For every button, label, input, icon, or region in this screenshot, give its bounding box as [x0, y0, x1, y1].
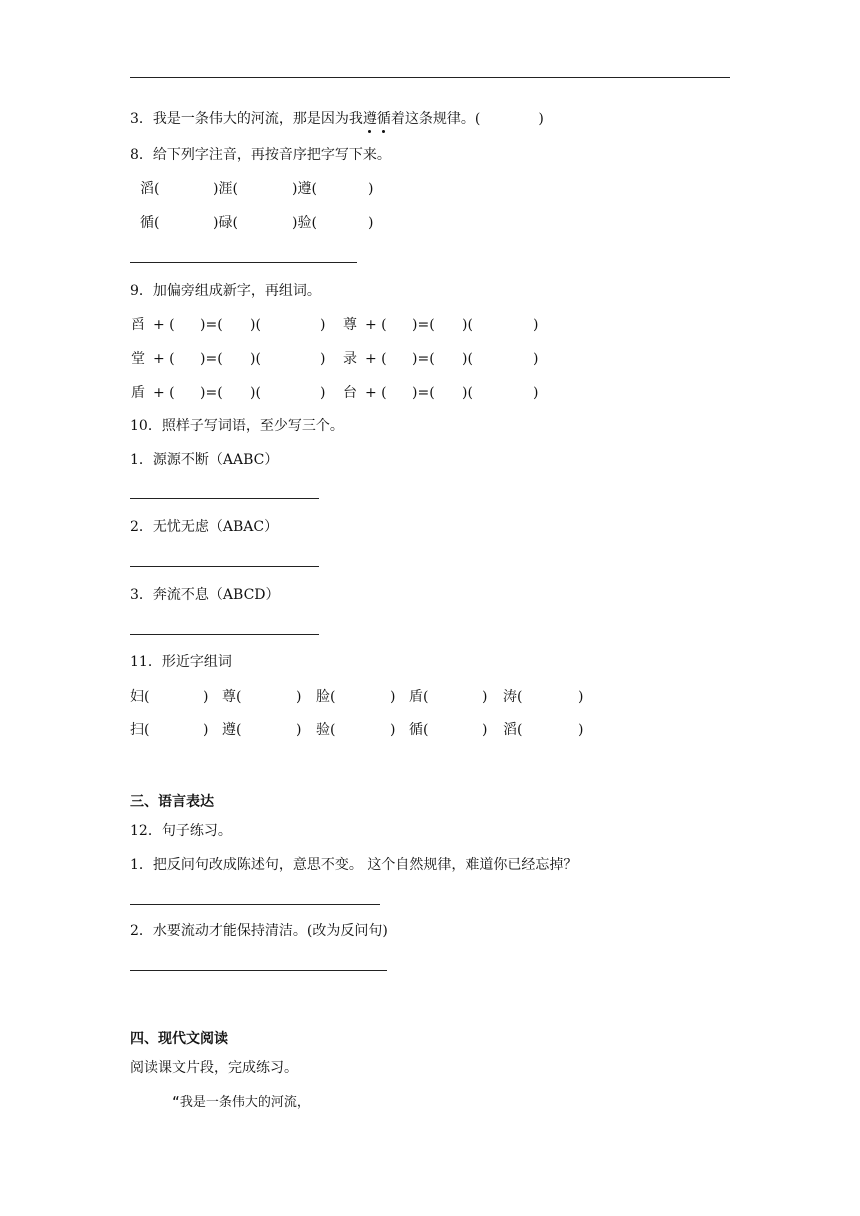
q9-equals: )=( — [200, 317, 223, 333]
q10-item-3: 3．奔流不息（ABCD） — [130, 587, 280, 603]
q10-answer-line-1[interactable] — [130, 498, 319, 499]
q8-char-ya: )涯( — [213, 181, 238, 197]
question-8-title: 8．给下列字注音，再按音序把字写下来。 — [130, 147, 391, 163]
q12-answer-line-2[interactable] — [130, 970, 387, 971]
reading-passage-quote: “我是一条伟大的河流， — [172, 1095, 310, 1110]
q9-plus: + ( — [153, 351, 175, 367]
q9-plus: + ( — [365, 385, 387, 401]
q9-close: ) — [533, 351, 539, 367]
q9-close: ) — [320, 385, 326, 401]
q8-char-yan: )验( — [292, 215, 317, 231]
q11-char: 扫( — [130, 722, 150, 738]
q9-equals: )=( — [412, 351, 435, 367]
section-3-heading: 三、语言表达 — [130, 794, 214, 810]
q3-text-after: 着这条规律。( — [390, 111, 481, 127]
q11-close: ) — [296, 689, 302, 705]
q11-char: 妇( — [130, 689, 150, 705]
q11-char: 滔( — [503, 722, 523, 738]
q8-char-tao: 滔( — [140, 181, 160, 197]
q9-paren: )( — [462, 351, 473, 367]
q11-close: ) — [203, 722, 209, 738]
q11-char: 盾( — [409, 689, 429, 705]
q9-close: ) — [320, 351, 326, 367]
q3-dotted-char-1: 遵 — [362, 111, 377, 127]
q11-close: ) — [203, 689, 209, 705]
q9-char: 尊 — [343, 317, 357, 333]
q11-char: 脸( — [316, 689, 336, 705]
q12-item-1: 1．把反问句改成陈述句，意思不变。 这个自然规律，难道你已经忘掉？ — [130, 857, 578, 873]
q9-paren: )( — [250, 385, 261, 401]
q8-char-lu: )碌( — [213, 215, 238, 231]
q3-text-before: 3．我是一条伟大的河流，那是因为我 — [130, 111, 363, 127]
q10-item-1: 1．源源不断（AABC） — [130, 452, 279, 468]
q11-char: 尊( — [222, 689, 242, 705]
q11-close: ) — [390, 689, 396, 705]
q9-char: 堂 — [131, 351, 145, 367]
q9-equals: )=( — [412, 317, 435, 333]
q9-equals: )=( — [412, 385, 435, 401]
q11-close: ) — [578, 689, 584, 705]
q11-char: 遵( — [222, 722, 242, 738]
question-12-title: 12．句子练习。 — [130, 823, 232, 839]
q8-char-xun: 循( — [140, 215, 160, 231]
q9-paren: )( — [462, 385, 473, 401]
question-11-title: 11．形近字组词 — [130, 654, 232, 670]
q9-char: 录 — [343, 351, 357, 367]
q12-item-2: 2．水要流动才能保持清洁。(改为反问句) — [130, 923, 388, 939]
q9-paren: )( — [250, 317, 261, 333]
q9-plus: + ( — [153, 385, 175, 401]
question-3 — [130, 110, 544, 128]
q11-close: ) — [296, 722, 302, 738]
q9-close: ) — [533, 317, 539, 333]
q3-dotted-char-2: 循 — [376, 111, 391, 127]
q11-char: 循( — [409, 722, 429, 738]
q9-equals: )=( — [200, 351, 223, 367]
q9-plus: + ( — [153, 317, 175, 333]
q11-char: 涛( — [503, 689, 523, 705]
q9-char: 盾 — [131, 385, 145, 401]
q11-close: ) — [578, 722, 584, 738]
q11-close: ) — [390, 722, 396, 738]
q9-paren: )( — [462, 317, 473, 333]
q11-char: 验( — [316, 722, 336, 738]
question-9-title: 9．加偏旁组成新字，再组词。 — [130, 283, 321, 299]
section-4-heading: 四、现代文阅读 — [130, 1031, 228, 1047]
q9-char: 舀 — [131, 317, 145, 333]
q9-plus: + ( — [365, 351, 387, 367]
q9-equals: )=( — [200, 385, 223, 401]
q10-answer-line-3[interactable] — [130, 634, 319, 635]
q8-answer-line[interactable] — [130, 262, 357, 263]
q9-char: 台 — [343, 385, 357, 401]
q9-close: ) — [320, 317, 326, 333]
q10-item-2: 2．无忧无虑（ABAC） — [130, 519, 279, 535]
q9-close: ) — [533, 385, 539, 401]
q11-close: ) — [482, 722, 488, 738]
q8-close-paren: ) — [368, 181, 374, 197]
section-4-instruction: 阅读课文片段，完成练习。 — [130, 1060, 298, 1076]
q10-answer-line-2[interactable] — [130, 566, 319, 567]
q3-close-paren: ) — [538, 111, 544, 127]
q8-char-zun: )遵( — [292, 181, 317, 197]
q9-paren: )( — [250, 351, 261, 367]
q12-answer-line-1[interactable] — [130, 904, 380, 905]
q11-close: ) — [482, 689, 488, 705]
q9-plus: + ( — [365, 317, 387, 333]
question-10-title: 10．照样子写词语，至少写三个。 — [130, 418, 344, 434]
q8-close-paren: ) — [368, 215, 374, 231]
header-rule — [130, 77, 730, 78]
